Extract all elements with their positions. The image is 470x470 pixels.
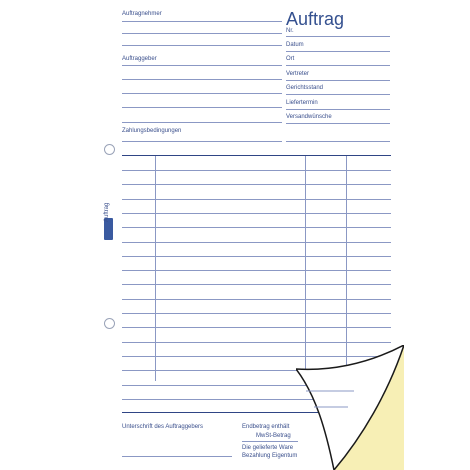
field-label-vertreter: Vertreter [286, 71, 310, 77]
signature-label: Unterschrift des Auftraggebers [122, 424, 204, 430]
ownership-notice-line2a: Bezahlung Eigentum [242, 453, 298, 459]
auftragnehmer-line-1 [122, 21, 282, 22]
auftragnehmer-line-2 [122, 33, 282, 34]
table-row-line [122, 299, 391, 300]
table-row-line [122, 270, 391, 271]
field-label-liefertermin: Liefertermin [286, 100, 318, 106]
field-line-vertreter [286, 80, 390, 81]
auftragnehmer-line-3 [122, 45, 282, 46]
form-title: Auftrag [286, 9, 345, 29]
auftraggeber-label: Auftraggeber [122, 56, 157, 62]
auftraggeber-line-5 [122, 122, 282, 123]
field-label-ort: Ort [286, 56, 295, 62]
punch-hole-bottom [104, 318, 115, 329]
auftraggeber-line-4 [122, 107, 282, 108]
field-label-gerichtsstand: Gerichtsstand [286, 85, 324, 91]
punch-hole-top [104, 144, 115, 155]
table-row-line [122, 242, 391, 243]
mwst-line [242, 441, 298, 442]
table-row-line [122, 327, 391, 328]
signature-line [122, 456, 232, 457]
field-line-ort [286, 65, 390, 66]
field-line-gerichtsstand [286, 94, 390, 95]
table-row-line [122, 199, 391, 200]
zahlungsbedingungen-label: Zahlungsbedingungen [122, 128, 182, 134]
auftragnehmer-label: Auftragnehmer [122, 11, 162, 17]
table-row-line [122, 284, 391, 285]
zahlungsbedingungen-line [122, 141, 282, 142]
field-label-versandwuensche: Versandwünsche [286, 114, 332, 120]
page-curl-corner [296, 345, 404, 470]
auftraggeber-line-2 [122, 79, 282, 80]
field-line-liefertermin [286, 109, 390, 110]
ownership-notice-line1a: Die gelieferte Ware [242, 445, 294, 451]
auftraggeber-line-1 [122, 65, 282, 66]
table-row-line [122, 256, 391, 257]
side-form-title: Auftrag [104, 202, 110, 222]
field-line-extra [286, 141, 390, 142]
field-label-datum: Datum [286, 42, 304, 48]
table-col-divider-1 [155, 156, 156, 381]
auftraggeber-line-3 [122, 93, 282, 94]
field-label-nr: Nr. [286, 28, 294, 34]
table-row-line [122, 213, 391, 214]
field-line-versandwuensche [286, 123, 390, 124]
table-row-line [122, 227, 391, 228]
table-top-border [122, 155, 391, 156]
field-line-datum [286, 51, 390, 52]
table-row-line [122, 342, 391, 343]
mwst-label: MwSt-Betrag [256, 433, 291, 439]
table-row-line [122, 170, 391, 171]
field-line-nr [286, 36, 390, 37]
endbetrag-label: Endbetrag enthält [242, 424, 290, 430]
table-row-line [122, 184, 391, 185]
table-row-line [122, 313, 391, 314]
